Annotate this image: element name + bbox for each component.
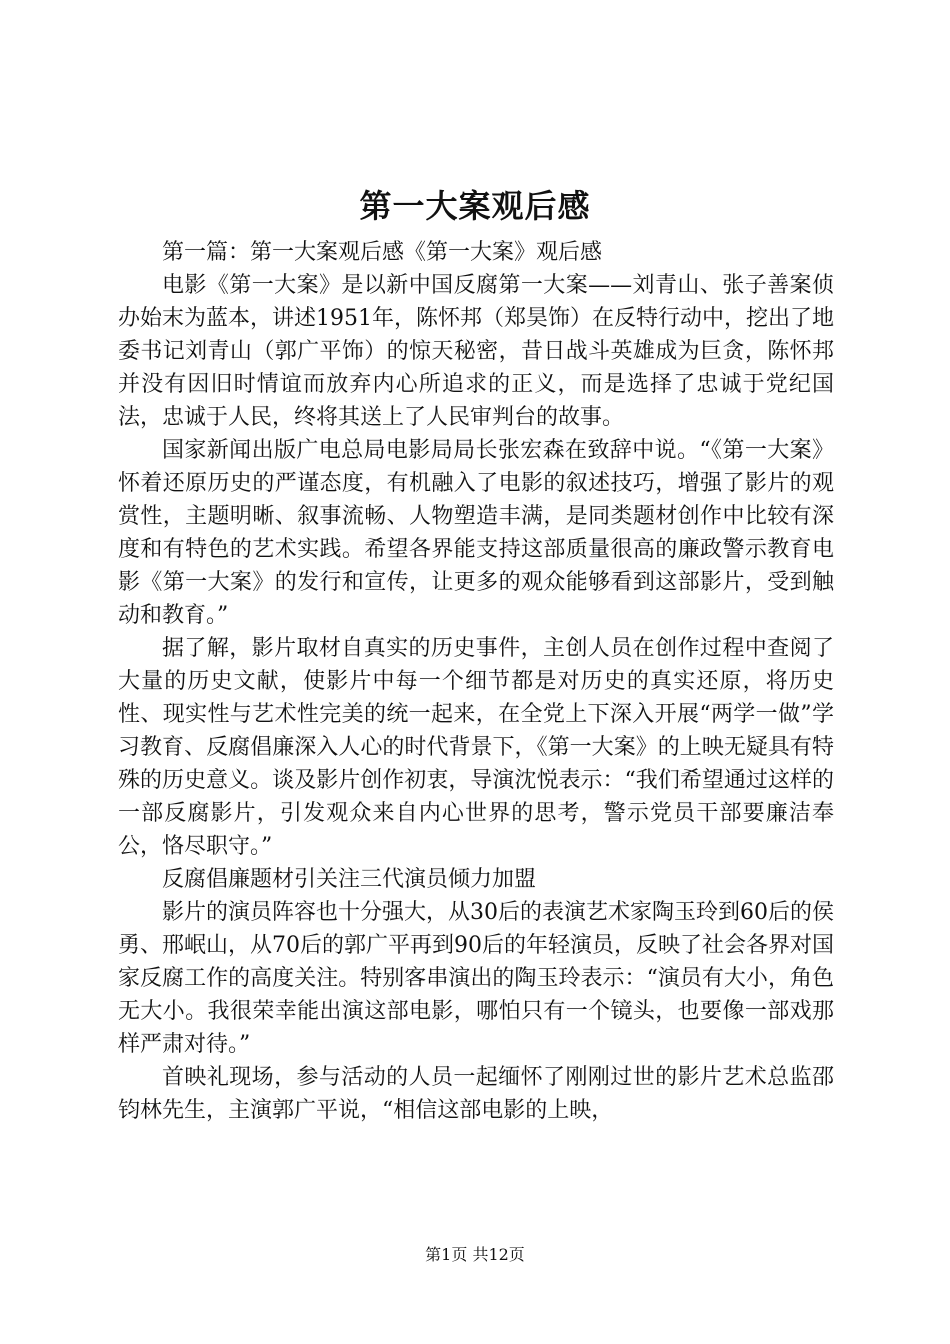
page-footer: 第1页 共12页: [425, 1245, 525, 1264]
paragraph: 国家新闻出版广电总局电影局局长张宏森在致辞中说。“《第一大案》怀着还原历史的严谨态度，有机融入了电影的叙述技巧，增强了影片的观赏性，主题明晰、叙事流畅、人物塑造丰满，是同类题材创作中比较有深度和有特色的艺术实践。希望各界能支持这部质量很高的廉政警示教育电影《第一大案》的发行和宣传，让更多的观众能够看到这部影片，受到触动和教育。”: [118, 438, 834, 628]
paragraph: 电影《第一大案》是以新中国反腐第一大案——刘青山、张子善案侦办始末为蓝本，讲述1951年，陈怀邦（郑昊饰）在反特行动中，挖出了地委书记刘青山（郭广平饰）的惊天秘密，昔日战斗英雄成为巨贪，陈怀邦并没有因旧时情谊而放弃内心所追求的正义，而是选择了忠诚于党纪国法，忠诚于人民，终将其送上了人民审判台的故事。: [118, 273, 834, 430]
document-body: [118, 236, 834, 1127]
paragraph: 反腐倡廉题材引关注三代演员倾力加盟: [162, 867, 537, 892]
document-title: 第一大案观后感: [359, 187, 591, 225]
paragraph: 据了解，影片取材自真实的历史事件，主创人员在创作过程中查阅了大量的历史文献，使影片中每一个细节都是对历史的真实还原，将历史性、现实性与艺术性完美的统一起来，在全党上下深入开展“两学一做”学习教育、反腐倡廉深入人心的时代背景下，《第一大案》的上映无疑具有特殊的历史意义。谈及影片创作初衷，导演沈悦表示：“我们希望通过这样的一部反腐影片，引发观众来自内心世界的思考，警示党员干部要廉洁奉公，恪尽职守。”: [118, 636, 834, 859]
paragraph: 影片的演员阵容也十分强大，从30后的表演艺术家陶玉玲到60后的侯勇、邢岷山，从70后的郭广平再到90后的年轻演员，反映了社会各界对国家反腐工作的高度关注。特别客串演出的陶玉玲表示：“演员有大小，角色无大小。我很荣幸能出演这部电影，哪怕只有一个镜头，也要像一部戏那样严肃对待。”: [118, 900, 834, 1057]
paragraph: 第一篇：第一大案观后感《第一大案》观后感: [162, 240, 603, 265]
paragraph: 首映礼现场，参与活动的人员一起缅怀了刚刚过世的影片艺术总监邵钧林先生，主演郭广平说，“相信这部电影的上映，: [118, 1065, 834, 1123]
